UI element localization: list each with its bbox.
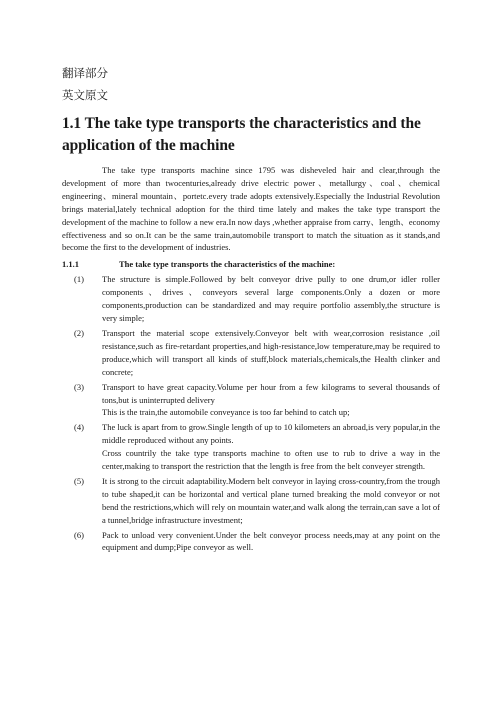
list-item (62, 381, 440, 420)
list-item-text: Transport to have great capacity.Volume per hour from a few kilograms to several thousands of tons,but is uninterrupted delivery (102, 381, 440, 405)
subsection-heading (62, 258, 440, 271)
list-marker: (3) (74, 381, 84, 392)
subsection-number: 1.1.1 (62, 259, 79, 270)
list-item (62, 273, 440, 325)
list-item-text: Transport the material scope extensively.Conveyor belt with wear,corrosion resistance ,oil resistance,such as fire-retardant properties,and high-resistance,low temperature,may be required to produce,which will transport all kinds of stuff,block materials,chemicals,the Health clinker and concrete; (102, 327, 440, 377)
subsection-title: The take type transports the characteristics of the machine: (119, 259, 336, 270)
list-item (62, 475, 440, 527)
list-marker: (1) (74, 274, 84, 285)
list-item (62, 421, 440, 473)
list-marker: (2) (74, 327, 84, 338)
list-item-text: The structure is simple.Followed by belt conveyor drive pully to one drum,or idler roller components、drives、conveyors several large components.Only a dozen or more components,production can be standardized and may require portfolio assembly,the structure is very simple; (102, 274, 440, 324)
translation-section-label: 翻译部分 (62, 66, 108, 80)
list-item-text: Pack to unload very convenient.Under the belt conveyor process needs,may at any point on the equipment and dump;Pipe conveyor as well. (102, 529, 440, 553)
list-item (62, 529, 440, 555)
list-item-text: The luck is apart from to grow.Single length of up to 10 kilometers an abroad,is very popular,in the middle reproduced without any points. (102, 422, 440, 446)
original-text-label: 英文原文 (62, 88, 108, 102)
list-item-text: Cross countrily the take type transports machine to often use to rub to drive a way in the center,making to transport the restriction that the length is free from the belt conveyer strength. (102, 448, 440, 472)
list-marker: (4) (74, 422, 84, 433)
list-item-text: This is the train,the automobile conveyance is too far behind to catch up; (102, 407, 350, 418)
section-title: 1.1 The take type transports the characteristics and the application of the machine (62, 115, 421, 154)
list-marker: (5) (74, 475, 84, 486)
list-item-text: It is strong to the circuit adaptability.Modern belt conveyor in laying cross-country,from the trough to tube shaped,it can be horizontal and vertical plane turned breaking the mold conveyor or not bend the restrictions,which will rely on mountain water,and walk along the terrain,can save a lot of a tunnel,bridge infrastructure investment; (102, 475, 440, 525)
list-marker: (6) (74, 529, 84, 540)
intro-paragraph: The take type transports machine since 1795 was disheveled hair and clear,through the development of more than twocenturies,already drive electric power、metallurgy、coal、chemical engineering、mineral mountain、portetc.every trade adopts extensively.Especially the Industrial Revolution brings material,lately technical adoption for the third time lately and makes the take type transport the development of the machine to follow a new era.In now days ,whether appraise from carry、length、economy effectiveness and so on.It can be the same train,automobile transport to match the situation as it stands,and become the first to the development of industries. (62, 165, 440, 253)
list-item (62, 327, 440, 379)
